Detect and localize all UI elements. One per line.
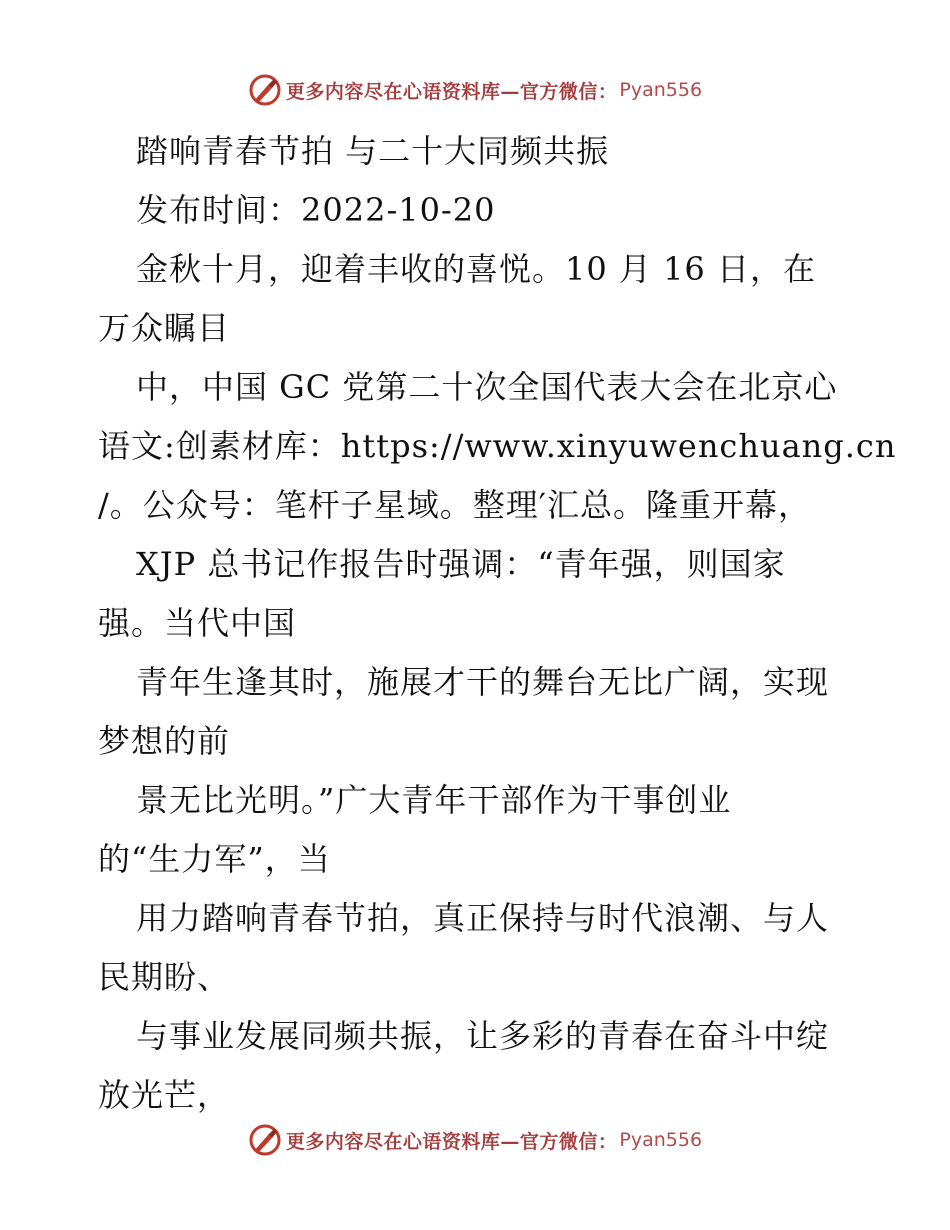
paragraph-line: 梦想的前 [98, 722, 231, 760]
banner-wechat-id: Pyan556 [619, 79, 703, 101]
pen-logo-icon [248, 1123, 282, 1157]
paragraph-line: 青年生逢其时，施展才干的舞台无比广阔，实现 [136, 663, 830, 701]
document-title: 踏响青春节拍 与二十大同频共振 [136, 132, 610, 170]
banner-text: 更多内容尽在心语资料库—官方微信： [285, 1130, 618, 1153]
paragraph-line: 强。当代中国 [98, 604, 297, 642]
paragraph-line: 用力踏响青春节拍，真正保持与时代浪潮、与人 [136, 899, 830, 937]
paragraph-line: 放光芒， [98, 1076, 231, 1114]
paragraph-line: 语文:创素材库：https://www.xinyuwenchuang.cn [98, 427, 897, 465]
pen-logo-icon [248, 73, 282, 107]
paragraph-line: 中，中国 GC 党第二十次全国代表大会在北京心 [136, 368, 838, 406]
paragraph-line: 与事业发展同频共振，让多彩的青春在奋斗中绽 [136, 1017, 830, 1055]
paragraph-line: 的“生力军”，当 [98, 840, 331, 878]
header-watermark-banner [0, 70, 950, 110]
document-body [98, 122, 897, 1125]
footer-watermark-banner [0, 1120, 950, 1160]
banner-text: 更多内容尽在心语资料库—官方微信： [285, 80, 618, 103]
paragraph-line: XJP 总书记作报告时强调：“青年强，则国家 [136, 545, 786, 583]
paragraph-line: 景无比光明。”广大青年干部作为干事创业 [136, 781, 732, 819]
paragraph-line: /。公众号：笔杆子星域。整理′汇总。隆重开幕， [98, 486, 812, 524]
paragraph-line: 民期盼、 [98, 958, 231, 996]
banner-wechat-id: Pyan556 [619, 1129, 703, 1151]
publish-date: 发布时间：2022-10-20 [136, 191, 496, 229]
paragraph-line: 金秋十月，迎着丰收的喜悦。10 月 16 日，在 [136, 250, 816, 288]
paragraph-line: 万众瞩目 [98, 309, 231, 347]
